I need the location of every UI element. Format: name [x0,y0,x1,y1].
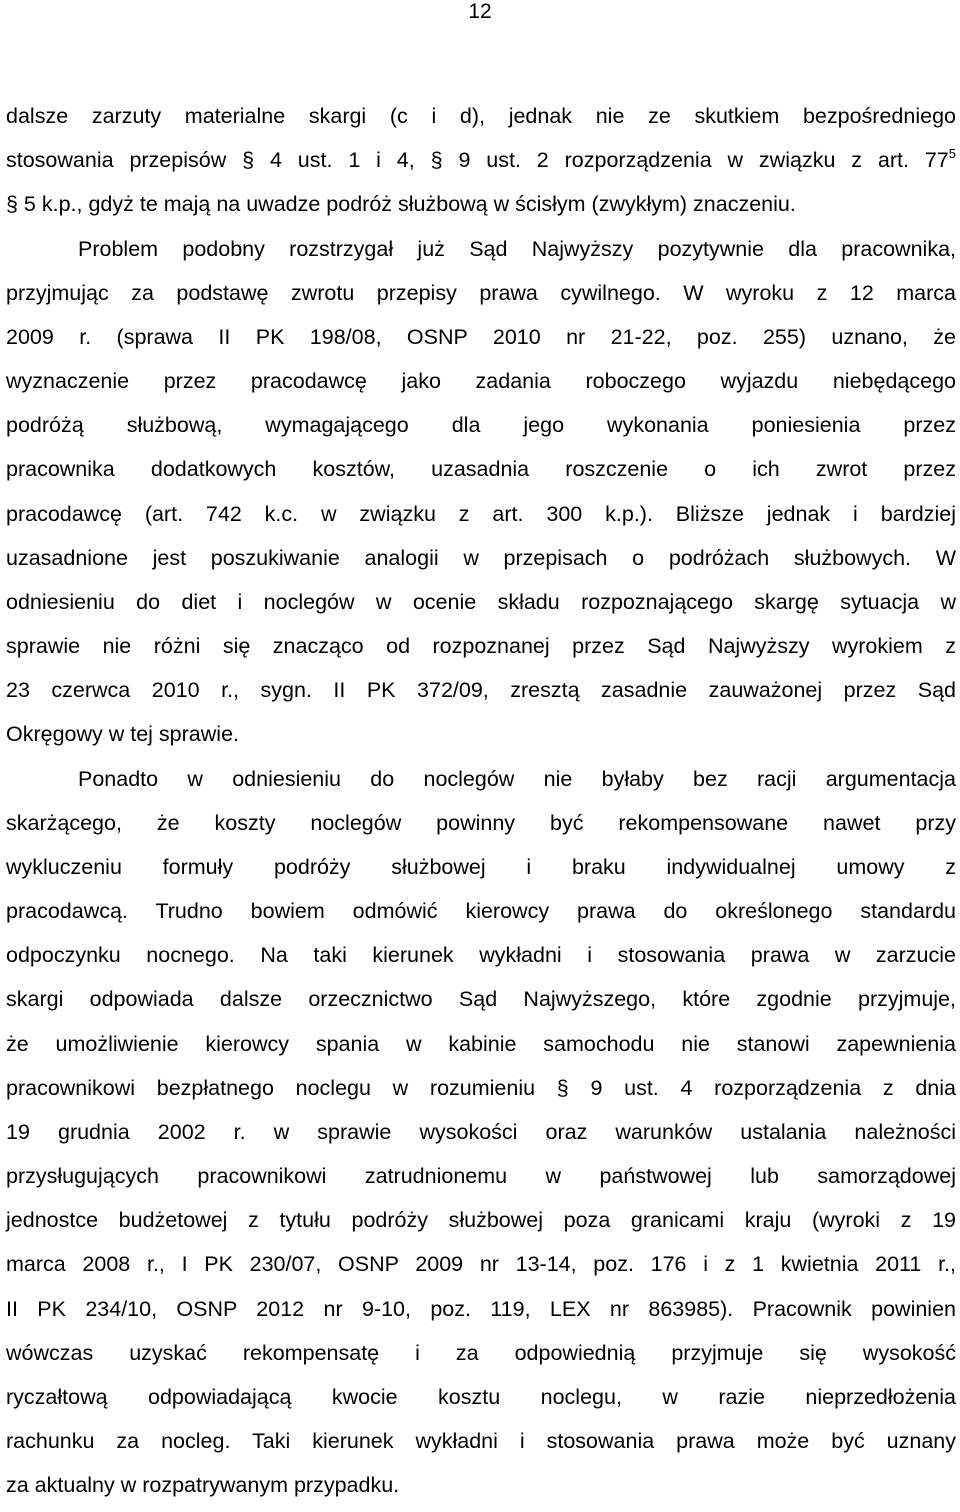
text-line: przysługujących pracownikowi zatrudnionemu w państwowej lub samorządowej [6,1164,956,1189]
text-line: uzasadnione jest poszukiwanie analogii w przepisach o podróżach służbowych. W [6,545,956,570]
text-line: odpoczynku nocnego. Na taki kierunek wykładni i stosowania prawa w zarzucie [6,943,956,968]
text-line: marca 2008 r., I PK 230/07, OSNP 2009 nr 13-14, poz. 176 i z 1 kwietnia 2011 r., [6,1252,956,1277]
text-line: wykluczeniu formuły podróży służbowej i braku indywidualnej umowy z [6,854,956,879]
text-line: rachunku za nocleg. Taki kierunek wykładni i stosowania prawa może być uznany [6,1429,956,1454]
text-line: podróżą służbową, wymagającego dla jego wykonania poniesienia przez [6,413,956,438]
text-line: Ponadto w odniesieniu do noclegów nie byłaby bez racji argumentacja [78,766,956,791]
text-line: pracownika dodatkowych kosztów, uzasadnia roszczenie o ich zwrot przez [6,457,956,482]
text-line: Okręgowy w tej sprawie. [6,722,239,747]
text-line: wyznaczenie przez pracodawcę jako zadania roboczego wyjazdu niebędącego [6,369,956,394]
text-line: 2009 r. (sprawa II PK 198/08, OSNP 2010 nr 21-22, poz. 255) uznano, że [6,324,956,349]
page-number: 12 [468,0,492,23]
text-line: § 5 k.p., gdyż te mają na uwadze podróż służbową w ścisłym (zwykłym) znaczeniu. [6,192,796,217]
text-line: wówczas uzyskać rekompensatę i za odpowiednią przyjmuje się wysokość [6,1340,956,1365]
text-line: 23 czerwca 2010 r., sygn. II PK 372/09, zresztą zasadnie zauważonej przez Sąd [6,678,956,703]
text-line: dalsze zarzuty materialne skargi (c i d), jednak nie ze skutkiem bezpośredniego [6,104,956,128]
text-line: przyjmując za podstawę zwrotu przepisy prawa cywilnego. W wyroku z 12 marca [6,280,956,305]
body-text [6,94,956,1508]
text-line: pracodawcę (art. 742 k.c. w związku z art. 300 k.p.). Bliższe jednak i bardziej [6,501,956,526]
text-line: sprawie nie różni się znacząco od rozpoznanej przez Sąd Najwyższy wyrokiem z [6,634,956,659]
text-line: Problem podobny rozstrzygał już Sąd Najwyższy pozytywnie dla pracownika, [78,236,956,261]
text-line: że umożliwienie kierowcy spania w kabinie samochodu nie stanowi zapewnienia [6,1031,956,1056]
text-line: ryczałtową odpowiadającą kwocie kosztu noclegu, w razie nieprzedłożenia [6,1384,956,1409]
text-line: za aktualny w rozpatrywanym przypadku. [6,1473,400,1498]
text-line: pracownikowi bezpłatnego noclegu w rozumieniu § 9 ust. 4 rozporządzenia z dnia [6,1075,956,1100]
text-line: jednostce budżetowej z tytułu podróży służbowej poza granicami kraju (wyroki z 19 [6,1208,956,1233]
superscript: 5 [948,146,956,162]
text-line: pracodawcą. Trudno bowiem odmówić kierowcy prawa do określonego standardu [6,899,956,924]
text-line: 19 grudnia 2002 r. w sprawie wysokości oraz warunków ustalania należności [6,1119,956,1144]
text-line: odniesieniu do diet i noclegów w ocenie składu rozpoznającego skargę sytuacja w [6,589,956,614]
text-line: skarżącego, że koszty noclegów powinny być rekompensowane nawet przy [6,810,956,835]
text-line: II PK 234/10, OSNP 2012 nr 9-10, poz. 119, LEX nr 863985). Pracownik powinien [6,1296,956,1321]
text-line: skargi odpowiada dalsze orzecznictwo Sąd Najwyższego, które zgodnie przyjmuje, [6,987,956,1012]
text-line: stosowania przepisów § 4 ust. 1 i 4, § 9 ust. 2 rozporządzenia w związku z art. $77^5$ [6,146,956,173]
